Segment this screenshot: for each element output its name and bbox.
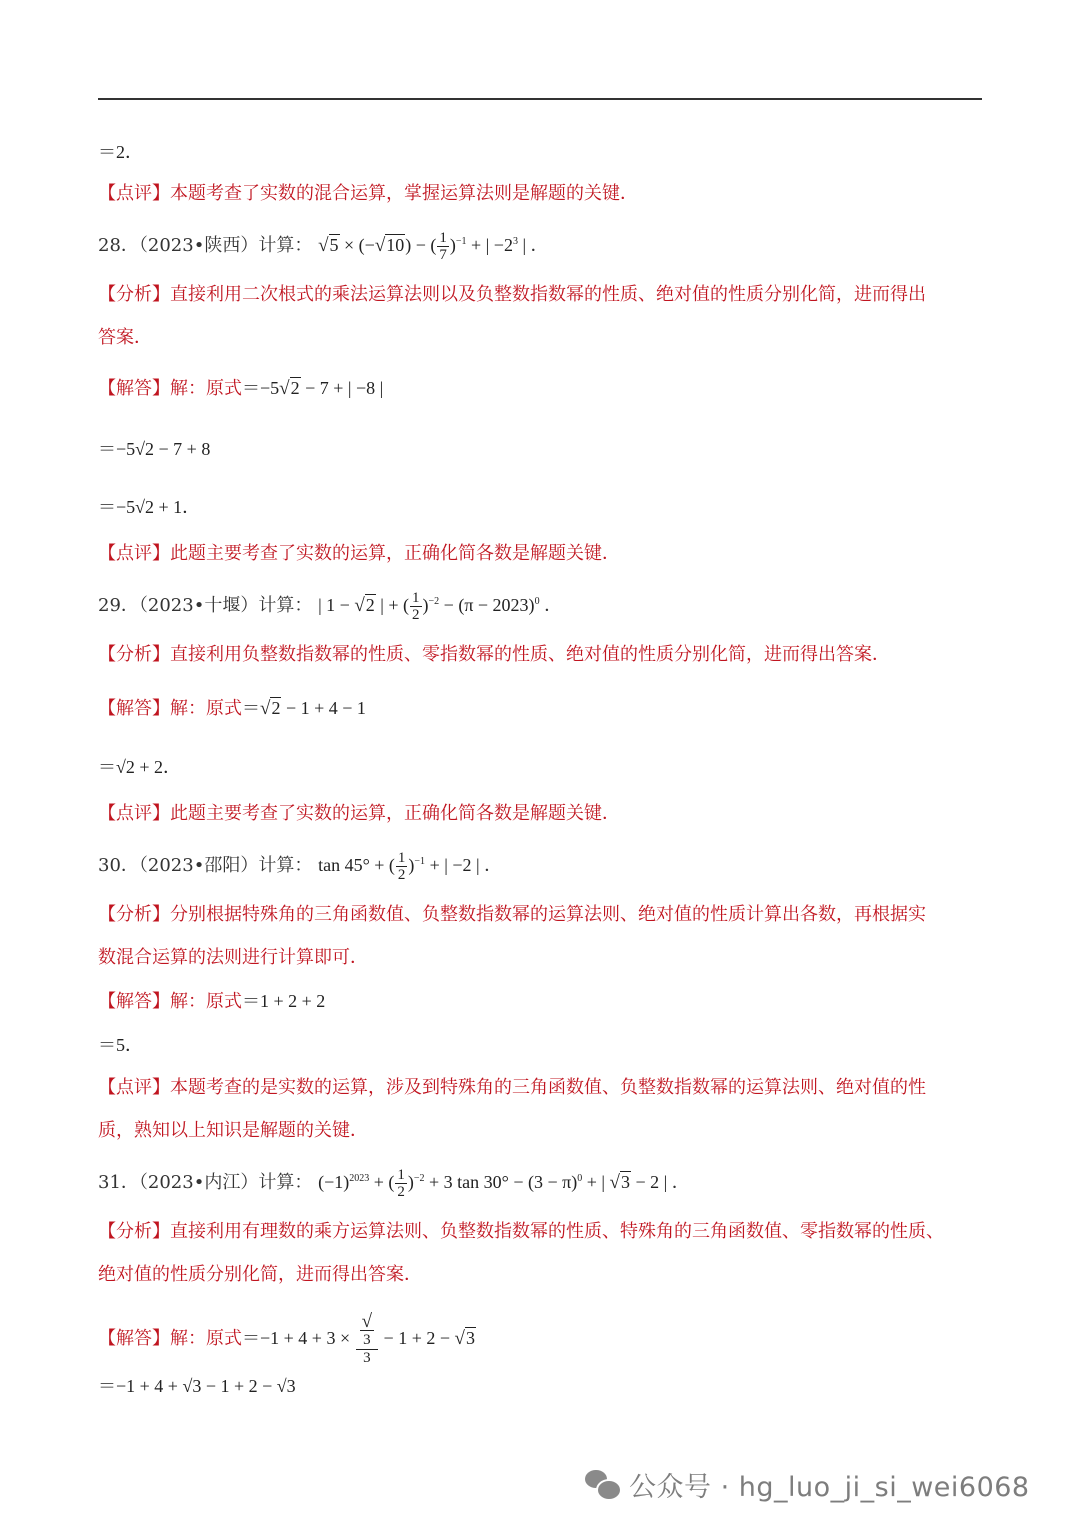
solution-31-step2: ＝−1 + 4 + √3 − 1 + 2 − √3	[98, 1376, 296, 1396]
analysis-text: 直接利用负整数指数幂的性质、零指数幂的性质、绝对值的性质分别化简，进而得出答案．	[170, 644, 890, 665]
solution-lead: 解：原式	[170, 991, 242, 1012]
analysis-text: 分别根据特殊角的三角函数值、负整数指数幂的运算法则、绝对值的性质计算出各数，再根据实	[170, 904, 926, 925]
analysis-30-cont: 数混合运算的法则进行计算即可．	[98, 947, 368, 968]
analysis-text: 直接利用有理数的乘方运算法则、负整数指数幂的性质、特殊角的三角函数值、零指数幂的性质、	[170, 1221, 944, 1242]
question-expression: | 1 − √2 | + ( $\frac{1}{2}$ )$^{-2} - (\pi - 2023)^0$	[318, 590, 540, 624]
question-expression: tan 45° + ( $\frac{1}{2}$ )$^{-1}$ + | −2 |	[318, 850, 485, 884]
analysis-31-cont: 绝对值的性质分别化简，进而得出答案．	[98, 1264, 422, 1285]
solution-expression: ＝−5√2 − 7 + | −8 |	[242, 378, 384, 399]
comment-text: 此题主要考查了实数的运算，正确化简各数是解题关键．	[170, 803, 620, 824]
question-end: ．	[484, 855, 503, 876]
analysis-tag: 【分析】	[98, 904, 170, 925]
watermark	[585, 1462, 1030, 1506]
solution-expression: ＝−1 + 4 + 3 × √ 3 3 − 1 + 2 − √3	[242, 1311, 475, 1366]
solution-tag: 【解答】	[98, 991, 170, 1012]
question-end: ．	[544, 595, 563, 616]
question-expression: $(-1)^{2023}$ + ( $\frac{1}{2}$ )$^{-2}$ + 3 $\tan 30^\circ - (3 - \pi)^0$ + | √3 − 2 |	[318, 1167, 672, 1201]
analysis-tag: 【分析】	[98, 1221, 170, 1242]
question-end: ．	[671, 1172, 690, 1193]
comment-tag: 【点评】	[98, 803, 170, 824]
solution-28-step2: ＝−5√2 − 7 + 8	[98, 439, 211, 459]
question-expression: √5 × (−√10) − ( $\frac{1}{7}$ )$^{-1}$ + | $-2^3$ |	[318, 230, 531, 264]
solution-30	[98, 989, 982, 1014]
question-29	[98, 590, 982, 623]
analysis-28	[98, 283, 982, 307]
question-header: 31．（2023•内江）计算：	[98, 1172, 313, 1193]
watermark-text: 公众号 · hg_luo_ji_si_wei6068	[629, 1471, 1030, 1503]
comment-29	[98, 802, 982, 826]
comment-tag: 【点评】	[98, 543, 170, 564]
comment-28	[98, 542, 982, 566]
solution-31	[98, 1311, 982, 1366]
solution-lead: 解：原式	[170, 378, 242, 399]
solution-29	[98, 696, 982, 721]
comment-tag: 【点评】	[98, 183, 170, 204]
comment-27	[98, 182, 982, 206]
solution-lead: 解：原式	[170, 1328, 242, 1350]
comment-text: 此题主要考查了实数的运算，正确化简各数是解题关键．	[170, 543, 620, 564]
comment-text: 本题考查的是实数的运算，涉及到特殊角的三角函数值、负整数指数幂的运算法则、绝对值的性	[170, 1077, 926, 1098]
wechat-icon	[585, 1468, 621, 1500]
question-28	[98, 230, 982, 263]
solution-tag: 【解答】	[98, 378, 170, 399]
comment-tag: 【点评】	[98, 1077, 170, 1098]
solution-tag: 【解答】	[98, 698, 170, 719]
analysis-tag: 【分析】	[98, 284, 170, 305]
analysis-28-cont: 答案．	[98, 327, 152, 348]
solution-expression: ＝1 + 2 + 2	[242, 991, 326, 1011]
analysis-29	[98, 643, 982, 667]
analysis-tag: 【分析】	[98, 644, 170, 665]
result-line: ＝2．	[98, 142, 143, 162]
question-header: 30．（2023•邵阳）计算：	[98, 855, 313, 876]
question-header: 29．（2023•十堰）计算：	[98, 595, 313, 616]
analysis-30	[98, 903, 982, 927]
question-end: ．	[530, 235, 549, 256]
solution-28	[98, 376, 982, 401]
comment-text: 本题考查了实数的混合运算，掌握运算法则是解题的关键．	[170, 183, 638, 204]
comment-30-cont: 质，熟知以上知识是解题的关键．	[98, 1120, 368, 1141]
question-31	[98, 1167, 982, 1200]
analysis-31	[98, 1220, 982, 1244]
header-rule	[98, 98, 982, 100]
analysis-text: 直接利用二次根式的乘法运算法则以及负整数指数幂的性质、绝对值的性质分别化简，进而得出	[170, 284, 926, 305]
solution-28-step3: ＝−5√2 + 1．	[98, 497, 201, 517]
solution-tag: 【解答】	[98, 1328, 170, 1350]
question-30	[98, 850, 982, 883]
solution-30-step2: ＝5．	[98, 1035, 143, 1055]
question-header: 28．（2023•陕西）计算：	[98, 235, 313, 256]
solution-29-step2: ＝√2 + 2．	[98, 757, 182, 777]
solution-lead: 解：原式	[170, 698, 242, 719]
solution-expression: ＝√2 − 1 + 4 − 1	[242, 698, 366, 719]
comment-30	[98, 1076, 982, 1100]
